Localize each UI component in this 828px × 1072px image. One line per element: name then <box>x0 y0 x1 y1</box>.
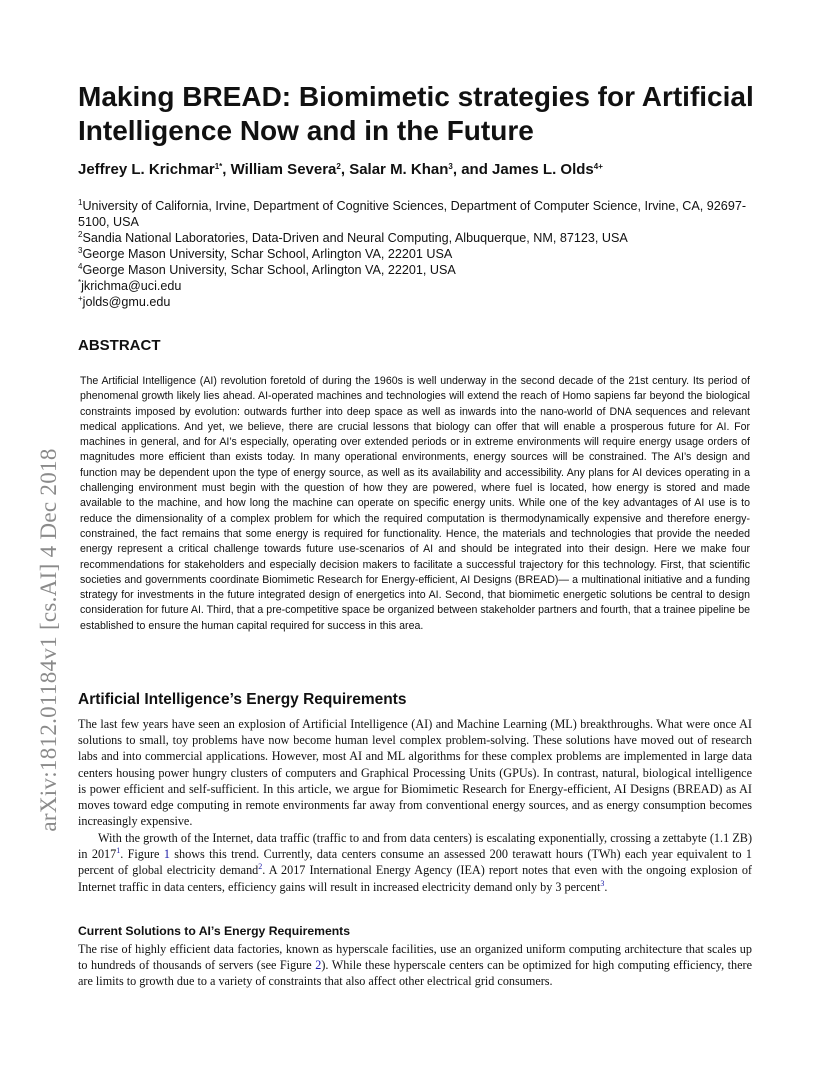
author-sep: , <box>222 161 231 178</box>
abstract-text: The Artificial Intelligence (AI) revolution foretold of during the 1960s is well underway in the second decade of the 21st century. Its period of phenomenal growth likely lies ahead. AI-operated machines and technologies will extend the reach of Homo sapiens far beyond the biological constraints imposed by evolution: outwards further into deep space as well as inwards into the nano-world of DNA sequences and relevant medical applications. And yet, we believe, there are crucial lessons that biology can offer that will enable a prosperous future for AI. For machines in general, and for AI’s especially, operating over extended periods or in extreme environments will require energy usage orders of magnitudes more efficient than exists today. In many operational environments, energy sources will be constrained. The AI’s design and function may be dependent upon the type of energy source, as well as its availability and accessibility. Any plans for AI devices operating in a challenging environment must begin with the question of how they are powered, where fuel is located, how energy is stored and made available to the machine, and how long the machine can operate on specific energy units. While one of the key advantages of AI use is to reduce the dimensionality of a complex problem for which the required computation is thermodynamically expensive and therefore energy-constrained, the fact remains that some energy is required for functionality. Hence, the materials and technologies that provide the needed energy represent a critical challenge towards future use-scenarios of AI and should be integrated into their design. Here we make four recommendations for stakeholders and especially decision makers to facilitate a successful trajectory for this technology. First, that scientific societies and governments coordinate Biomimetic Research for Energy-efficient, AI Designs (BREAD)— a multinational initiative and a funding strategy for investments in the future integrated design of energetics into AI. Second, that biomimetic energetic solutions be central to design consideration for future AI. Third, that a pre-competitive space be organized between stakeholder partners and fourth, that a trainee pipeline be established to ensure the human capital required for success in this area. <box>80 375 750 632</box>
affiliation-text: Sandia National Laboratories, Data-Driven and Neural Computing, Albuquerque, NM, 87123, USA <box>82 231 628 245</box>
affiliation-mark: * <box>78 278 82 287</box>
email <box>78 278 768 294</box>
author-list <box>78 160 768 180</box>
paragraph-text: ). While these hyperscale centers can be optimized for high computing efficiency, there are limits to growth due to a variety of constraints that also affect other electrical grid consumers. <box>78 958 753 989</box>
citation-link[interactable]: 1 <box>116 846 121 856</box>
affiliation-mark: 4 <box>78 262 83 271</box>
arxiv-id: arXiv:1812.01184v1 [cs.AI] 4 Dec 2018 <box>36 448 61 832</box>
affiliation-mark: 3 <box>78 246 83 255</box>
affiliation-text: University of California, Irvine, Department of Cognitive Sciences, Department of Computer Science, Irvine, CA, 92697-5100, USA <box>78 199 747 229</box>
affiliation-mark: 2 <box>78 230 83 239</box>
paragraph-text: With the growth of the Internet, data traffic (traffic to and from data centers) is escalating exponentially, crossing a zettabyte (1.1 ZB) in 2017 <box>78 831 752 862</box>
affiliation-text: George Mason University, Schar School, Arlington VA, 22201, USA <box>82 263 456 277</box>
affiliation-mark: + <box>78 294 83 303</box>
citation-link[interactable]: 2 <box>258 862 263 872</box>
body-paragraph <box>78 830 752 895</box>
author-name: William Severa <box>230 161 337 178</box>
author-sup: 2 <box>336 162 341 171</box>
author-sep: , <box>340 161 350 178</box>
abstract-heading: ABSTRACT <box>78 337 161 354</box>
affiliation <box>78 246 768 262</box>
author-sup: 4+ <box>593 162 603 171</box>
affiliation <box>78 198 768 230</box>
body-paragraph <box>78 941 752 990</box>
author-name: James L. Olds <box>492 161 594 178</box>
citation-link[interactable]: 3 <box>600 878 605 888</box>
author-sup: 1* <box>214 162 223 171</box>
author-sep: , and <box>452 161 493 178</box>
paragraph-text: shows this trend. Currently, data centers consume an assessed 200 terawatt hours (TWh) each year equivalent to 1 percent of global electricity demand <box>78 847 752 878</box>
affiliation <box>78 230 768 246</box>
subsection-heading: Current Solutions to AI’s Energy Requirements <box>78 924 350 938</box>
figure-link[interactable]: 2 <box>315 958 322 973</box>
affiliation-mark: 1 <box>78 198 83 207</box>
paragraph-text: . A 2017 International Energy Agency (IEA) report notes that even with the ongoing explosion of Internet traffic in data centers, efficiency gains will result in increased electricity demand only by 3 percent <box>78 863 752 894</box>
section-heading: Artificial Intelligence’s Energy Requirements <box>78 691 407 708</box>
paragraph-text: . Figure <box>120 847 164 862</box>
paper-title: Making BREAD: Biomimetic strategies for Artificial Intelligence Now and in the Future <box>78 81 754 146</box>
paragraph-text: . <box>604 879 608 894</box>
figure-link[interactable]: 1 <box>163 847 170 862</box>
author-sup: 3 <box>448 162 453 171</box>
paragraph-text: The rise of highly efficient data factories, known as hyperscale facilities, use an organized uniform computing architecture that scales up to hundreds of thousands of servers (see Figure <box>78 942 752 973</box>
email-text: jkrichma@uci.edu <box>81 279 182 293</box>
arxiv-sidebar <box>36 448 61 1010</box>
author-name: Salar M. Khan <box>349 161 449 178</box>
author-name: Jeffrey L. Krichmar <box>78 161 215 178</box>
affiliation-list <box>78 198 768 310</box>
affiliation <box>78 262 768 278</box>
affiliation-text: George Mason University, Schar School, Arlington VA, 22201 USA <box>82 247 453 261</box>
email <box>78 294 768 310</box>
body-paragraph: The last few years have seen an explosion of Artificial Intelligence (AI) and Machine Learning (ML) breakthroughs. What were once AI solutions to small, toy problems have now become human level complex problem-solving. These solutions have moved out of research labs and into commercial applications. However, most AI and ML algorithms for these complex problems are implemented in large data centers housing power hungry clusters of computers and Graphical Processing Units (GPUs). In contrast, natural, biological intelligence is power efficient and self-sufficient. In this article, we argue for Biomimetic Research for Energy-efficient, AI Designs (BREAD) as AI moves toward edge computing in remote environments far away from conventional energy sources, and as energy consumption becomes increasingly expensive. <box>78 717 752 829</box>
email-text: jolds@gmu.edu <box>82 295 171 309</box>
